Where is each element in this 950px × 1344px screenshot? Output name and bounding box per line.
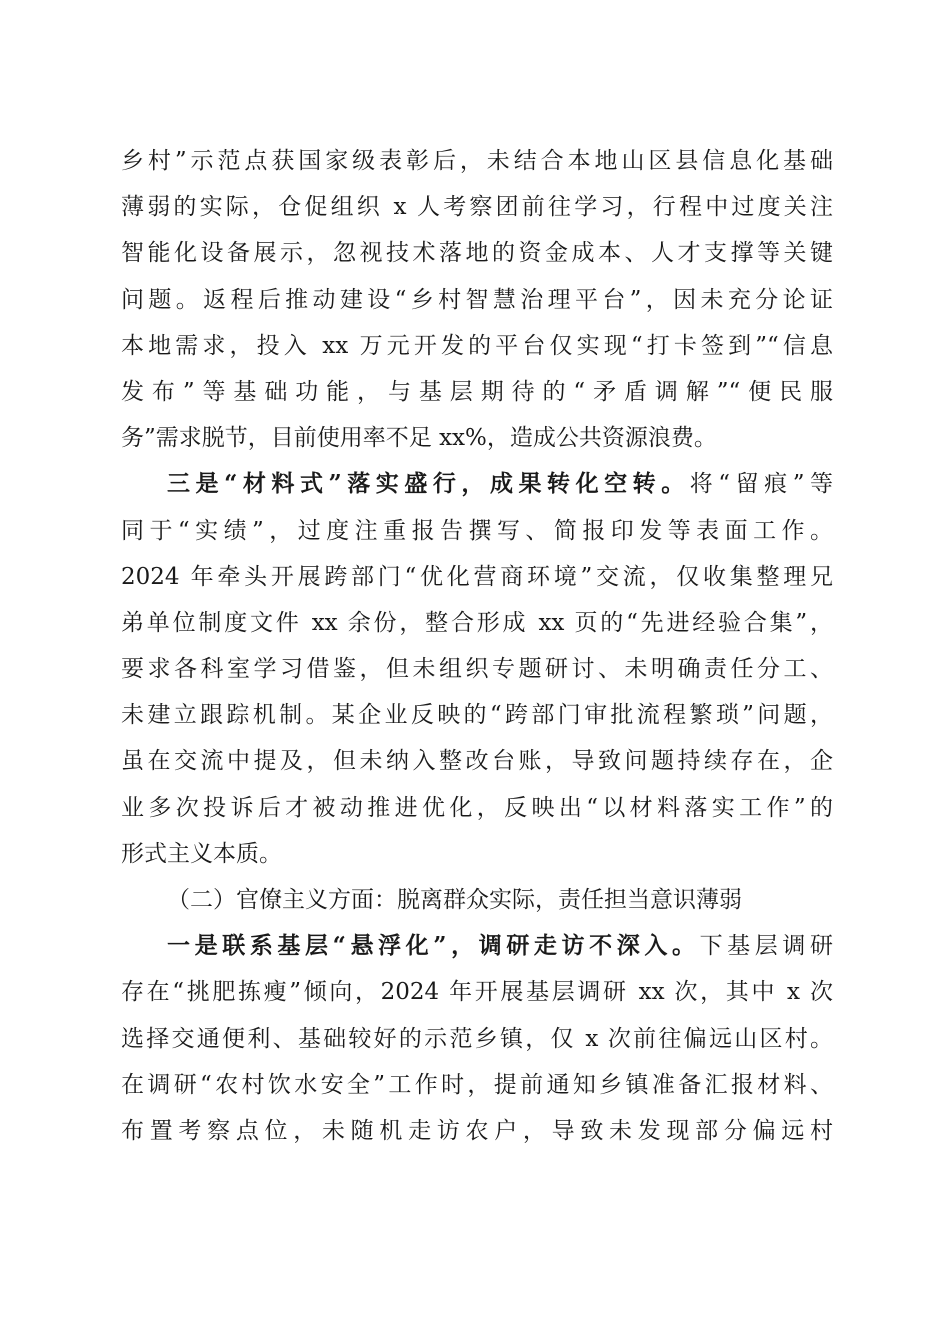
- text-line: 未建立跟踪机制。某企业反映的“跨部门审批流程繁琐”问题，: [121, 702, 833, 729]
- text-line: 布置考察点位，未随机走访农户，导致未发现部分偏远村: [121, 1117, 833, 1144]
- paragraph-lead-rest: 下基层调研: [699, 933, 833, 960]
- text-line: 业多次投诉后才被动推进优化，反映出“以材料落实工作”的: [121, 794, 833, 821]
- paragraph-lead-bold: 一是联系基层“悬浮化”，调研走访不深入。: [167, 932, 700, 960]
- paragraph-lead-bold: 三是“材料式”落实盛行，成果转化空转。: [167, 470, 690, 498]
- paragraph-first-line: [121, 461, 833, 507]
- text-line: 智能化设备展示，忽视技术落地的资金成本、人才支撑等关键: [121, 240, 833, 267]
- text-line: 乡村”示范点获国家级表彰后，未结合本地山区县信息化基础: [121, 148, 833, 174]
- text-line: 发布”等基础功能，与基层期待的“矛盾调解”“便民服: [121, 378, 833, 405]
- document-body: [121, 138, 833, 1154]
- section-heading: （二）官僚主义方面：脱离群众实际，责任担当意识薄弱: [167, 887, 742, 913]
- text-line: 选择交通便利、基础较好的示范乡镇，仅 x 次前往偏远山区村。: [121, 1025, 833, 1052]
- text-line: 要求各科室学习借鉴，但未组织专题研讨、未明确责任分工、: [121, 656, 833, 683]
- paragraph-first-line: [121, 923, 833, 969]
- text-line: 弟单位制度文件 xx 余份，整合形成 xx 页的“先进经验合集”，: [121, 609, 833, 636]
- text-line: 同于“实绩”，过度注重报告撰写、简报印发等表面工作。: [121, 517, 833, 544]
- text-line: 存在“挑肥拣瘦”倾向，2024 年开展基层调研 xx 次，其中 x 次: [121, 979, 833, 1006]
- text-line: 问题。返程后推动建设“乡村智慧治理平台”，因未充分论证: [121, 286, 833, 313]
- text-line: 本地需求，投入 xx 万元开发的平台仅实现“打卡签到”“信息: [121, 332, 833, 359]
- text-line: 务”需求脱节，目前使用率不足 xx%，造成公共资源浪费。: [121, 425, 717, 452]
- text-line: 在调研“农村饮水安全”工作时，提前通知乡镇准备汇报材料、: [121, 1071, 833, 1098]
- paragraph-lead-rest: 将“留痕”等: [689, 471, 833, 498]
- text-line: 2024 年牵头开展跨部门“优化营商环境”交流，仅收集整理兄: [121, 563, 833, 590]
- text-line: 薄弱的实际，仓促组织 x 人考察团前往学习，行程中过度关注: [121, 194, 833, 221]
- text-line: 形式主义本质。: [121, 840, 282, 867]
- text-line: 虽在交流中提及，但未纳入整改台账，导致问题持续存在，企: [121, 748, 833, 775]
